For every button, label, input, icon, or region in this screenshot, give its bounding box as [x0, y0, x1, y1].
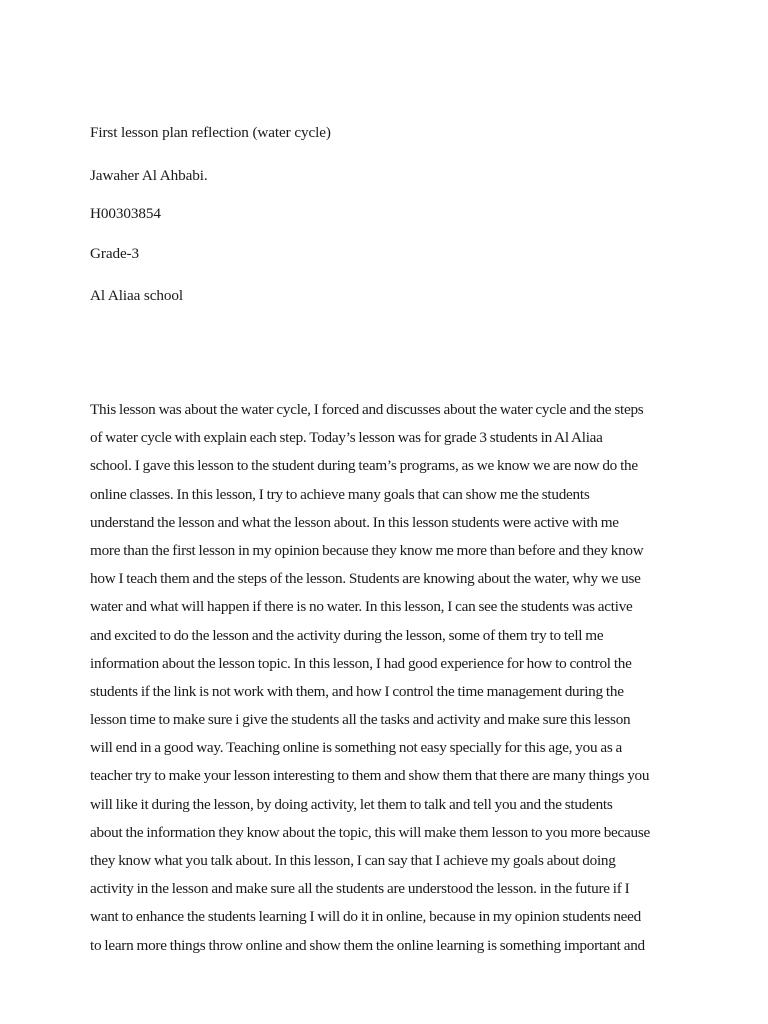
paragraph-line: online classes. In this lesson, I try to achieve many goals that can show me the students [90, 485, 590, 503]
paragraph-line: more than the first lesson in my opinion because they know me more than before and they know [90, 541, 644, 559]
paragraph-line: understand the lesson and what the lesson about. In this lesson students were active with me [90, 513, 619, 531]
paragraph-line: school. I gave this lesson to the student during team’s programs, as we know we are now do the [90, 457, 638, 475]
paragraph-line: they know what you talk about. In this lesson, I can say that I achieve my goals about doing [90, 852, 616, 869]
paragraph-line: activity in the lesson and make sure all the students are understood the lesson. in the future if I [90, 880, 630, 898]
paragraph-line: about the information they know about the topic, this will make them lesson to you more because [90, 823, 651, 841]
paragraph-line: how I teach them and the steps of the lesson. Students are knowing about the water, why we use [90, 570, 641, 588]
paragraph-line: of water cycle with explain each step. Today’s lesson was for grade 3 students in Al Aliaa [90, 429, 603, 447]
paragraph-line: information about the lesson topic. In this lesson, I had good experience for how to control the [90, 654, 632, 672]
paragraph-line: lesson time to make sure i give the students all the tasks and activity and make sure this lesson [90, 711, 631, 729]
school-name: Al Aliaa school [90, 287, 183, 304]
paragraph-line: will end in a good way. Teaching online is something not easy specially for this age, you as a [90, 739, 623, 757]
document-title: First lesson plan reflection (water cycle) [90, 124, 331, 141]
grade-level: Grade-3 [90, 245, 140, 262]
paragraph-line: and excited to do the lesson and the activity during the lesson, some of them try to tell me [90, 626, 604, 644]
paragraph-line: water and what will happen if there is no water. In this lesson, I can see the students was active [90, 598, 633, 616]
paragraph-line: teacher try to make your lesson interesting to them and show them that there are many things you [90, 767, 650, 785]
paragraph-line: to learn more things throw online and show them the online learning is something important and [90, 936, 645, 954]
paragraph-line: students if the link is not work with them, and how I control the time management during the [90, 682, 624, 700]
paragraph-line: will like it during the lesson, by doing activity, let them to talk and tell you and the students [90, 795, 613, 813]
author-name: Jawaher Al Ahbabi. [90, 167, 208, 184]
reflection-paragraph [90, 400, 690, 964]
student-id: H00303854 [90, 205, 161, 222]
paragraph-line: want to enhance the students learning I will do it in online, because in my opinion students need [90, 908, 641, 926]
paragraph-line: This lesson was about the water cycle, I forced and discusses about the water cycle and the steps [90, 401, 644, 418]
